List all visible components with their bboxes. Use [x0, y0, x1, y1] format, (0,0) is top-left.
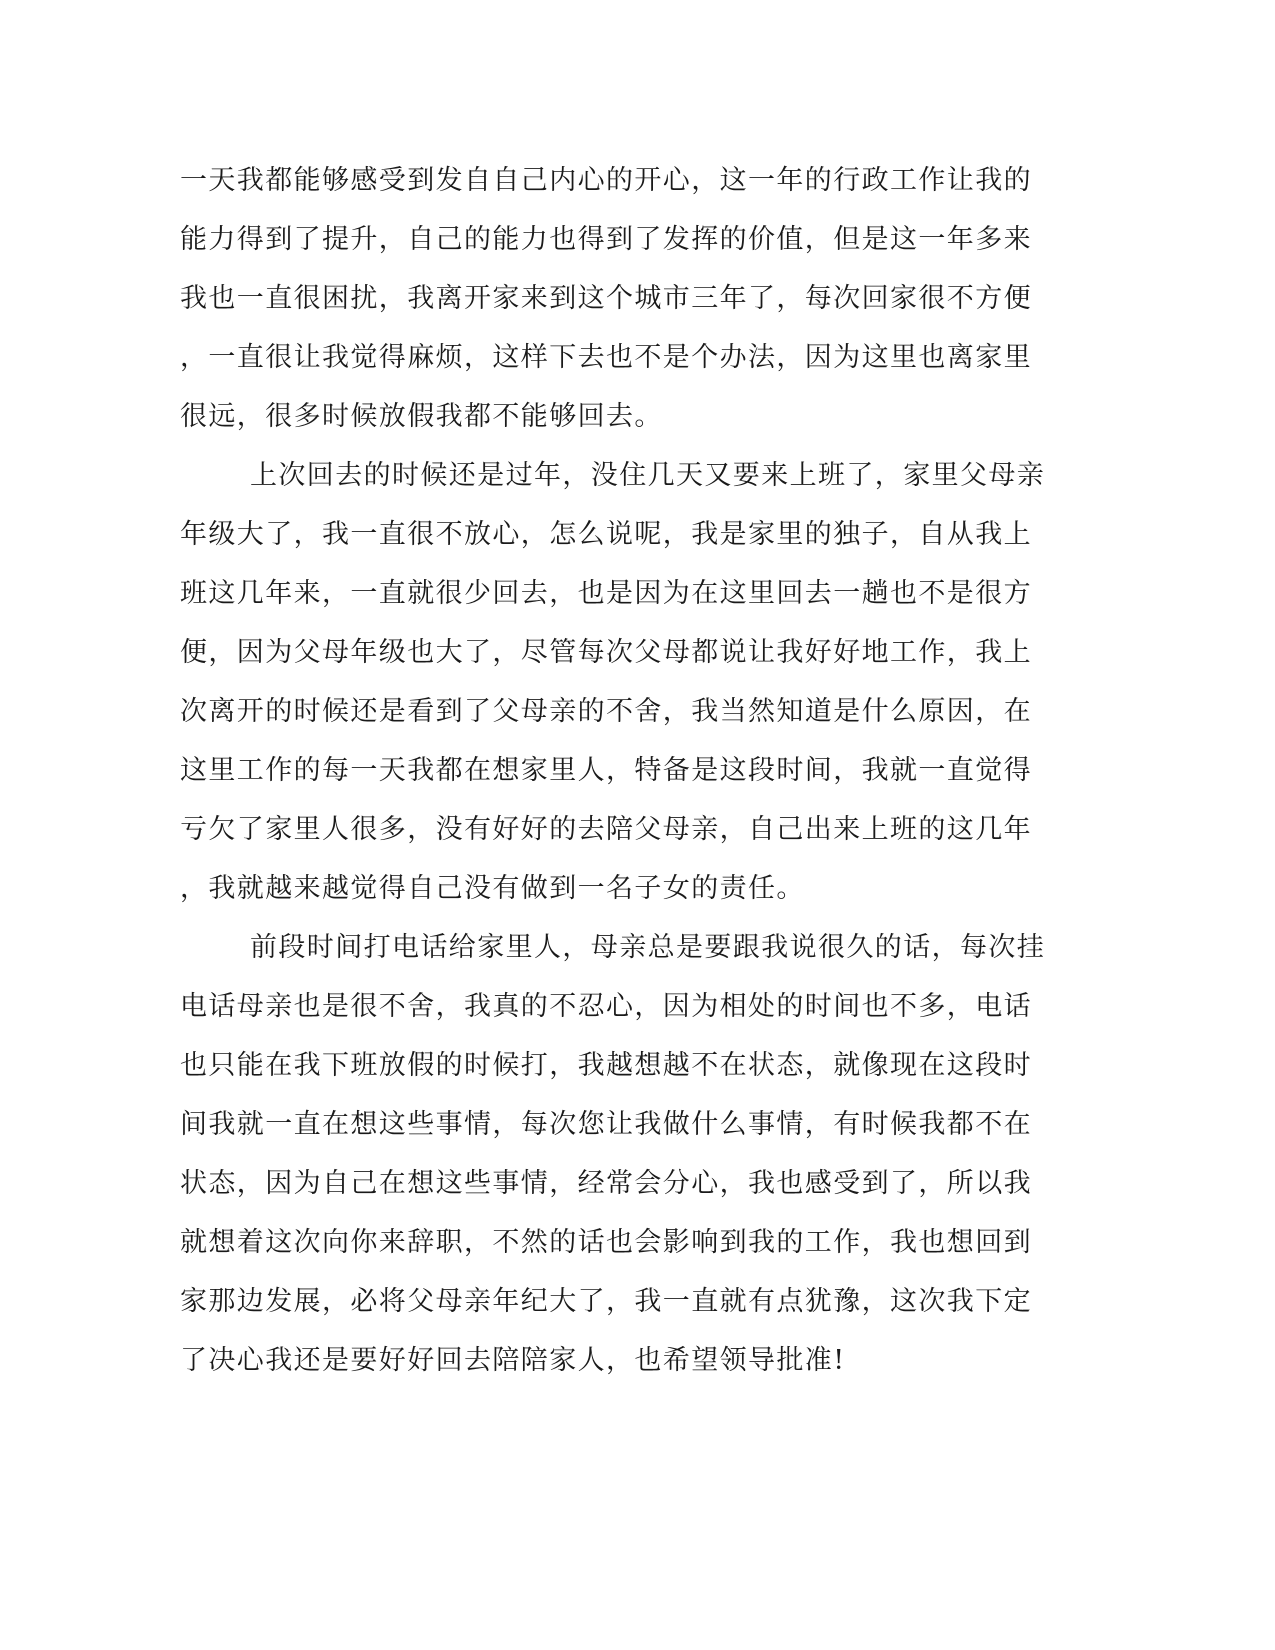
- paragraph-start-line: 上次回去的时候还是过年，没住几天又要来上班了，家里父母亲: [250, 460, 1046, 491]
- paragraph-start-line: 前段时间打电话给家里人，母亲总是要跟我说很久的话，每次挂: [250, 932, 1046, 963]
- text-line: 电话母亲也是很不舍，我真的不忍心，因为相处的时间也不多，电话: [180, 991, 1032, 1022]
- text-line: 一天我都能够感受到发自自己内心的开心，这一年的行政工作让我的: [180, 165, 1032, 196]
- text-line: 就想着这次向你来辞职，不然的话也会影响到我的工作，我也想回到: [180, 1227, 1032, 1258]
- text-line: 能力得到了提升，自己的能力也得到了发挥的价值，但是这一年多来: [180, 224, 1032, 255]
- text-line: 便，因为父母年级也大了，尽管每次父母都说让我好好地工作，我上: [180, 637, 1032, 668]
- text-line: 状态，因为自己在想这些事情，经常会分心，我也感受到了，所以我: [180, 1168, 1032, 1199]
- text-line: 了决心我还是要好好回去陪陪家人，也希望领导批准!: [180, 1345, 846, 1376]
- text-line: 很远，很多时候放假我都不能够回去。: [180, 401, 663, 432]
- text-line: 班这几年来，一直就很少回去，也是因为在这里回去一趟也不是很方: [180, 578, 1032, 609]
- text-line: 这里工作的每一天我都在想家里人，特备是这段时间，我就一直觉得: [180, 755, 1032, 786]
- text-line: 亏欠了家里人很多，没有好好的去陪父母亲，自己出来上班的这几年: [180, 814, 1032, 845]
- text-line: 间我就一直在想这些事情，每次您让我做什么事情，有时候我都不在: [180, 1109, 1032, 1140]
- text-line: 也只能在我下班放假的时候打，我越想越不在状态，就像现在这段时: [180, 1050, 1032, 1081]
- text-line: 次离开的时候还是看到了父母亲的不舍，我当然知道是什么原因，在: [180, 696, 1032, 727]
- text-line: 年级大了，我一直很不放心，怎么说呢，我是家里的独子，自从我上: [180, 519, 1032, 550]
- text-line: ，我就越来越觉得自己没有做到一名子女的责任。: [180, 873, 805, 904]
- text-line: 我也一直很困扰，我离开家来到这个城市三年了，每次回家很不方便: [180, 283, 1032, 314]
- text-line: ，一直很让我觉得麻烦，这样下去也不是个办法，因为这里也离家里: [180, 342, 1032, 373]
- text-line: 家那边发展，必将父母亲年纪大了，我一直就有点犹豫，这次我下定: [180, 1286, 1032, 1317]
